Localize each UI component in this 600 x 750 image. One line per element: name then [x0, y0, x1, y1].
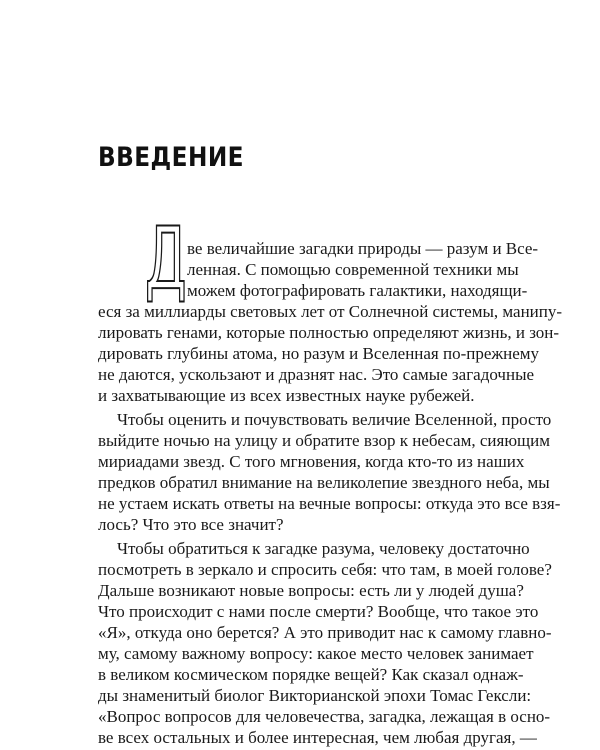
text-line: предков обратил внимание на великолепие звездного неба, мы: [98, 473, 550, 492]
text-line: посмотреть в зеркало и спросить себя: что там, в моей голове?: [98, 560, 552, 579]
text-line: Чтобы оценить и почувствовать величие Вселенной, просто: [117, 410, 552, 429]
text-line: не устаем искать ответы на вечные вопросы: откуда это все взя-: [98, 494, 561, 513]
text-line: ды знаменитый биолог Викторианской эпохи Томас Гексли:: [98, 686, 532, 705]
text-line: мириадами звезд. С того мгновения, когда кто-то из наших: [98, 452, 525, 471]
text-line: му, самому важному вопросу: какое место человек занимает: [98, 644, 534, 663]
text-line: не даются, ускользают и дразнят нас. Это самые загадочные: [98, 365, 535, 384]
text-line: лировать генами, которые полностью определяют жизнь, и зон-: [98, 323, 560, 342]
text-line: в великом космическом порядке вещей? Как сказал однаж-: [98, 665, 524, 684]
text-line: Что происходит с нами после смерти? Вообще, что такое это: [98, 602, 539, 621]
text-line: ленная. С помощью современной техники мы: [187, 260, 519, 279]
text-line: и захватывающие из всех известных науке рубежей.: [98, 386, 475, 405]
text-line: «Вопрос вопросов для человечества, загадка, лежащая в осно-: [98, 707, 551, 726]
text-line: Дальше возникают новые вопросы: есть ли у людей душа?: [98, 581, 524, 600]
chapter-heading: ВВЕДЕНИЕ: [98, 142, 244, 173]
text-line: дировать глубины атома, но разум и Вселенная по-прежнему: [98, 344, 540, 363]
text-line: «Я», откуда оно берется? А это приводит нас к самому главно-: [98, 623, 552, 642]
text-line: еся за миллиарды световых лет от Солнечной системы, манипу-: [98, 302, 563, 321]
text-line: лось? Что это все значит?: [98, 515, 284, 534]
text-line: ве всех остальных и более интересная, чем любая другая, —: [98, 728, 537, 747]
text-line: Чтобы обратиться к загадке разума, человеку достаточно: [117, 539, 530, 558]
text-line: ве величайшие загадки природы — разум и Все-: [187, 239, 539, 258]
drop-cap-letter: Д: [145, 209, 187, 309]
text-line: можем фотографировать галактики, находящи-: [187, 281, 528, 300]
text-line: выйдите ночью на улицу и обратите взор к небесам, сияющим: [98, 431, 550, 450]
